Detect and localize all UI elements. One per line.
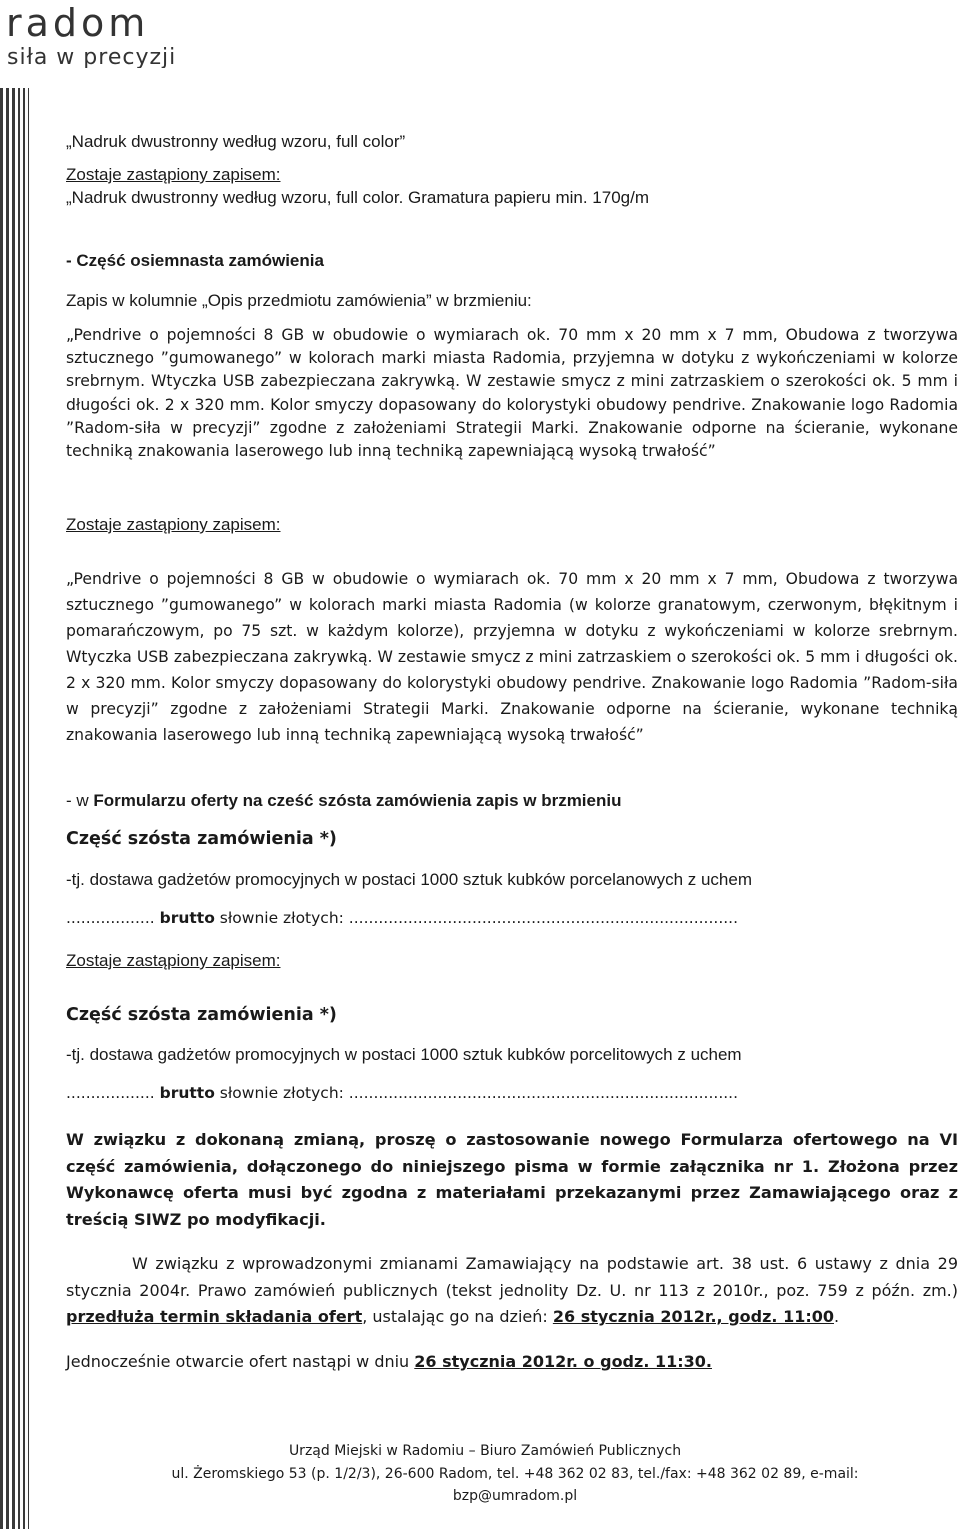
radom-logo xyxy=(6,6,206,68)
logo-tagline: siła w precyzji xyxy=(7,45,177,68)
new-price-label: brutto xyxy=(159,1084,215,1102)
section1-new-text: „Nadruk dwustronny według wzoru, full color. Gramatura papieru min. 170g/m xyxy=(66,188,649,207)
form-new-item: -tj. dostawa gadżetów promocyjnych w postaci 1000 sztuk kubków porcelitowych z uchem xyxy=(66,1045,742,1064)
notice-opening xyxy=(66,1351,712,1373)
section18-intro: Zapis w kolumnie „Opis przedmiotu zamówienia” w brzmieniu: xyxy=(66,291,532,310)
form-part-title: Część szósta zamówienia *) xyxy=(66,829,337,849)
radom-logo-mark xyxy=(6,6,206,68)
price-dots: .................. xyxy=(66,909,155,927)
extension-end: . xyxy=(834,1307,840,1326)
form-section-heading xyxy=(66,790,621,812)
opening-text: Jednocześnie otwarcie ofert nastąpi w dniu xyxy=(66,1352,415,1371)
price-label: brutto xyxy=(159,909,215,927)
section18-replaced-label: Zostaje zastąpiony zapisem: xyxy=(66,515,281,534)
form-new-part-title: Część szósta zamówienia *) xyxy=(66,1005,337,1025)
opening-date: 26 stycznia 2012r. o godz. 11:30. xyxy=(414,1352,712,1371)
form-original-item: -tj. dostawa gadżetów promocyjnych w postaci 1000 sztuk kubków porcelanowych z uchem xyxy=(66,870,753,889)
section18-heading: - Część osiemnasta zamówienia xyxy=(66,251,324,270)
extension-part2: , ustalając go na dzień: xyxy=(362,1307,553,1326)
price-words: słownie złotych: ............................................................................... xyxy=(214,909,739,927)
notice-extension xyxy=(66,1251,958,1331)
form-price-line xyxy=(66,907,738,929)
form-replaced-label: Zostaje zastąpiony zapisem: xyxy=(66,951,281,970)
footer-address: ul. Żeromskiego 53 (p. 1/2/3), 26-600 Radom, tel. +48 362 02 83, tel./fax: +48 362 02 89, e-mail: bzp@umradom.pl xyxy=(171,1466,859,1504)
section18-new-text: „Pendrive o pojemności 8 GB w obudowie o wymiarach ok. 70 mm x 20 mm x 7 mm, Obudowa z tworzywa sztucznego ”gumowanego” w kolorach marki miasta Radomia (w kolorze granatowym, czerwonym, błękitnym i pomarańczowym, po 75 szt. w każdym kolorze), przyjemna w dotyku z wykończeniami w kolorze srebrnym. Wtyczka USB zabezpieczana zakrywką. W zestawie smycz z mini zatrzaskiem o szerokości ok. 5 mm i długości ok. 2 x 320 mm. Kolor smyczy dopasowany do kolorystyki obudowy pendrive. Znakowanie logo Radomia ”Radom-siła w precyzji” zgodne z założeniami Strategii Marki. Znakowanie odporne na ścieranie, wykonane techniką znakowania laserowego lub inną techniką zapewniającą wysoką trwałość” xyxy=(66,570,958,744)
extension-part1: W związku z wprowadzonymi zmianami Zamawiający na podstawie art. 38 ust. 6 ustawy z dnia 29 stycznia 2004r. Prawo zamówień publicznych (tekst jednolity Dz. U. nr 113 z 2010r., poz. 759 z późn. zm.) xyxy=(66,1254,958,1300)
new-price-dots: .................. xyxy=(66,1084,155,1102)
footer-office: Urząd Miejski w Radomiu – Biuro Zamówień Publicznych xyxy=(288,1443,682,1459)
section1-original: „Nadruk dwustronny według wzoru, full color” xyxy=(66,132,406,151)
new-price-words: słownie złotych: ............................................................................... xyxy=(214,1084,739,1102)
form-new-price-line xyxy=(66,1082,738,1104)
section1-replaced-label: Zostaje zastąpiony zapisem: xyxy=(66,165,281,184)
logo-word: radom xyxy=(6,6,150,45)
extension-bold: przedłuża termin składania ofert xyxy=(66,1307,363,1326)
form-heading-prefix: - w xyxy=(66,791,94,810)
extension-date: 26 stycznia 2012r., godz. 11:00 xyxy=(552,1307,834,1326)
decorative-bars xyxy=(0,88,36,1529)
notice-bold-paragraph: W związku z dokonaną zmianą, proszę o zastosowanie nowego Formularza ofertowego na VI część zamówienia, dołączonego do niniejszego pisma w formie załącznika nr 1. Złożona przez Wykonawcę oferta musi być zgodna z materiałami przekazanymi przez Zamawiającego oraz z treścią SIWZ po modyfikacji. xyxy=(66,1130,958,1229)
section18-original-text: „Pendrive o pojemności 8 GB w obudowie o wymiarach ok. 70 mm x 20 mm x 7 mm, Obudowa z tworzywa sztucznego ”gumowanego” w kolorach marki miasta Radomia, przyjemna w dotyku z wykończeniami w kolorze srebrnym. Wtyczka USB zabezpieczana zakrywką. W zestawie smycz z mini zatrzaskiem o szerokości ok. 5 mm i długości ok. 2 x 320 mm. Kolor smyczy dopasowany do kolorystyki obudowy pendrive. Znakowanie logo Radomia ”Radom-siła w precyzji” zgodne z założeniami Strategii Marki. Znakowanie odporne na ścieranie, wykonane techniką znakowania laserowego lub inną techniką zapewniającą wysoką trwałość” xyxy=(66,326,958,461)
form-heading-text: Formularzu oferty na cześć szósta zamówienia zapis w brzmieniu xyxy=(93,791,622,810)
